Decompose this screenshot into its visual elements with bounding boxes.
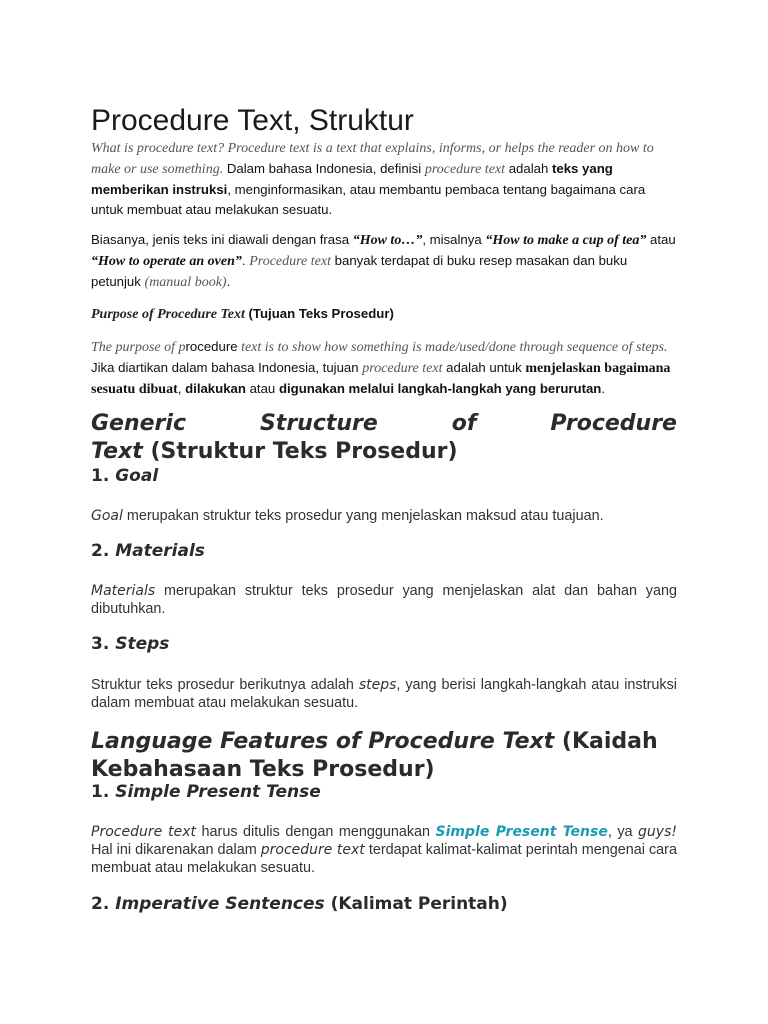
materials-label: Materials xyxy=(115,541,205,561)
steps-text-2: , yang berisi langkah-langkah atau instruksi dalam membuat atau melakukan sesuatu. xyxy=(91,677,678,711)
purpose-en-3: text is to show how something is made/used/done through sequence of steps. xyxy=(237,340,668,355)
simple-present-em-3: procedure text xyxy=(260,842,365,858)
goal-number: 1. xyxy=(91,466,116,486)
para2-text-3: atau xyxy=(646,232,676,247)
purpose-text-2: adalah untuk xyxy=(442,360,526,375)
language-heading-em: Language Features of Procedure Text xyxy=(91,729,555,754)
intro-text-1: Dalam bahasa Indonesia, definisi xyxy=(223,161,425,176)
simple-present-text-2: , ya xyxy=(607,824,639,840)
purpose-en-2: rocedure xyxy=(185,339,238,354)
purpose-text-5: . xyxy=(601,381,606,396)
generic-word-5: Text xyxy=(91,439,143,464)
purpose-heading-id: (Tujuan Teks Prosedur) xyxy=(244,306,394,321)
page-title: Procedure Text, Struktur xyxy=(91,104,414,137)
purpose-text-4: atau xyxy=(245,381,279,396)
purpose-bold-2: dilakukan xyxy=(185,381,246,396)
intro-text-2: adalah xyxy=(505,161,552,176)
imperative-number: 2. xyxy=(91,894,116,914)
purpose-en-1: The purpose of p xyxy=(91,340,186,355)
goal-paragraph xyxy=(91,507,677,525)
how-to-paragraph xyxy=(91,230,677,293)
language-features-heading xyxy=(91,728,677,784)
steps-number: 3. xyxy=(91,634,116,654)
simple-present-number: 1. xyxy=(91,782,116,802)
generic-heading-rest: (Struktur Teks Prosedur) xyxy=(142,439,458,464)
para2-manual-book: (manual book) xyxy=(144,275,227,290)
simple-present-em-1: Procedure text xyxy=(91,824,197,840)
imperative-rest: (Kalimat Perintah) xyxy=(324,894,508,914)
materials-text: merupakan struktur teks prosedur yang menjelaskan alat dan bahan yang dibutuhkan. xyxy=(91,583,677,617)
imperative-heading xyxy=(91,894,508,914)
intro-question: What is procedure text? Procedure text is a text that explains, informs, or helps the reader on how to make or use something. xyxy=(91,141,654,177)
para2-text-6: . xyxy=(226,274,231,289)
generic-word-1: Generic xyxy=(91,411,186,436)
purpose-text-1: Jika diartikan dalam bahasa Indonesia, tujuan xyxy=(91,360,363,375)
purpose-bold-1: menjelaskan bagaimana sesuatu dibuat xyxy=(91,361,671,397)
materials-lead: Materials xyxy=(91,583,156,599)
para2-text-5: banyak terdapat di buku resep masakan dan buku petunjuk xyxy=(91,253,628,289)
intro-text-3: , menginformasikan, atau membantu pembaca tentang bagaimana cara untuk membuat atau melakukan sesuatu. xyxy=(91,182,646,217)
steps-label: Steps xyxy=(115,634,170,654)
intro-procedure-text: procedure text xyxy=(424,162,506,177)
simple-present-tense-link[interactable]: Simple Present Tense xyxy=(435,824,608,840)
purpose-text-3: , xyxy=(177,381,186,396)
simple-present-label: Simple Present Tense xyxy=(115,782,321,802)
generic-word-4: Procedure xyxy=(550,411,677,436)
intro-bold: teks yang memberikan instruksi xyxy=(91,161,613,197)
simple-present-text-4: terdapat kalimat-kalimat perintah mengenai cara membuat atau melakukan sesuatu. xyxy=(91,842,677,876)
intro-paragraph xyxy=(91,138,677,220)
simple-present-paragraph xyxy=(91,823,677,877)
para2-text-2: , misalnya xyxy=(422,232,486,247)
para2-procedure-text: Procedure text xyxy=(249,254,331,269)
para2-quote-1: “How to…” xyxy=(352,233,423,248)
purpose-bold-3: digunakan melalui langkah-langkah yang berurutan xyxy=(278,381,602,396)
goal-heading xyxy=(91,466,158,486)
para2-quote-3: “How to operate an oven” xyxy=(91,254,242,269)
language-heading-rest: (Kaidah Kebahasaan Teks Prosedur) xyxy=(91,729,658,782)
steps-em: steps xyxy=(358,677,397,693)
purpose-heading xyxy=(91,304,677,325)
purpose-procedure-text: procedure text xyxy=(362,361,443,376)
generic-structure-heading xyxy=(91,410,677,466)
para2-text-1: Biasanya, jenis teks ini diawali dengan frasa xyxy=(91,232,353,247)
simple-present-em-2: guys! xyxy=(638,824,677,840)
para2-quote-2: “How to make a cup of tea” xyxy=(485,233,647,248)
generic-word-2: Structure xyxy=(259,411,378,436)
simple-present-heading xyxy=(91,782,321,802)
goal-text: merupakan struktur teks prosedur yang menjelaskan maksud atau tuajuan. xyxy=(122,508,604,524)
simple-present-text-3: Hal ini dikarenakan dalam xyxy=(91,842,261,858)
generic-word-3: of xyxy=(451,411,477,436)
steps-paragraph xyxy=(91,676,677,712)
goal-label: Goal xyxy=(115,466,159,486)
purpose-heading-en: Purpose of Procedure Text xyxy=(91,307,245,322)
steps-heading xyxy=(91,634,169,654)
materials-number: 2. xyxy=(91,541,116,561)
purpose-paragraph xyxy=(91,337,677,400)
simple-present-text-1: harus ditulis dengan menggunakan xyxy=(196,824,436,840)
materials-heading xyxy=(91,541,205,561)
materials-paragraph xyxy=(91,582,677,618)
para2-text-4: . xyxy=(241,253,250,268)
steps-text-1: Struktur teks prosedur berikutnya adalah xyxy=(91,677,359,693)
imperative-label: Imperative Sentences xyxy=(115,894,325,914)
goal-lead: Goal xyxy=(91,508,123,524)
